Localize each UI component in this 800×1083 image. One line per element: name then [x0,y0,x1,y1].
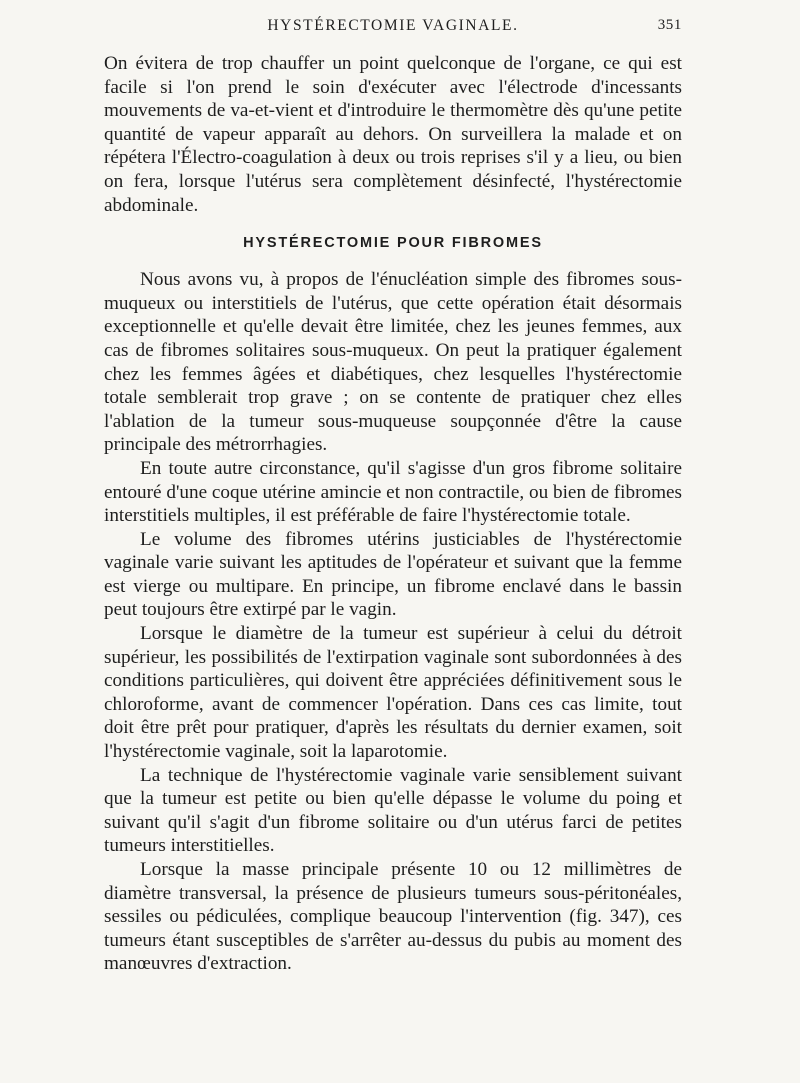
paragraph-6: Lorsque la masse principale présente 10 ou 12 millimètres de diamètre transversal, la présence de plusieurs tumeurs sous-péritonéales, sessiles ou pédiculées, complique beaucoup l'intervention (fig. 347), ces tumeurs étant susceptibles de s'arrêter au-dessus du pubis au moment des manœuvres d'extraction. [104,859,682,975]
paragraph-4: Lorsque le diamètre de la tumeur est supérieur à celui du détroit supérieur, les possibilités de l'extirpation vaginale sont subordonnées à des conditions particulières, qui doivent être appréciées définitivement sous le chloroforme, avant de commencer l'opération. Dans ces cas limite, tout doit être prêt pour pratiquer, d'après les résultats du dernier examen, soit l'hystérectomie vaginale, soit la laparotomie. [104,623,682,763]
page-content [104,52,682,976]
paragraph-1: Nous avons vu, à propos de l'énucléation simple des fibromes sous-muqueux ou interstitiels de l'utérus, que cette opération était désormais exceptionnelle et qu'elle devait être limitée, chez les jeunes femmes, aux cas de fibromes solitaires sous-muqueux. On peut la pratiquer également chez les femmes âgées et diabétiques, chez lesquelles l'hystérectomie totale semblerait trop grave ; on se contente de pratiquer chez elles l'ablation de la tumeur sous-muqueuse soupçonnée d'être la cause principale des métrorrhagies. [104,269,682,456]
section-title: HYSTÉRECTOMIE POUR FIBROMES [243,235,543,252]
page-number: 351 [657,17,682,33]
paragraph-2: En toute autre circonstance, qu'il s'agisse d'un gros fibrome solitaire entouré d'une coque utérine amincie et non contractile, ou bien de fibromes interstitiels multiples, il est préférable de faire l'hystérectomie totale. [104,457,682,527]
intro-paragraph: On évitera de trop chauffer un point quelconque de l'organe, ce qui est facile si l'on prend le soin d'exécuter avec l'électrode d'incessants mouvements de va-et-vient et d'introduire le thermomètre dès qu'une petite quantité de vapeur apparaît au dehors. On surveillera la malade et on répétera l'Électro-coagulation à deux ou trois reprises s'il y a lieu, ou bien on fera, lorsque l'utérus sera complètement désinfecté, l'hystérectomie abdominale. [104,53,682,216]
paragraph-5: La technique de l'hystérectomie vaginale varie sensiblement suivant que la tumeur est petite ou bien qu'elle dépasse le volume du poing et suivant qu'il s'agit d'un fibrome solitaire ou d'un utérus farci de petites tumeurs interstitielles. [104,764,682,857]
paragraph-3: Le volume des fibromes utérins justiciables de l'hystérectomie vaginale varie suivant les aptitudes de l'opérateur et suivant que la femme est vierge ou multipare. En principe, un fibrome enclavé dans le bassin peut toujours être extirpé par le vagin. [104,528,682,621]
running-title: HYSTÉRECTOMIE VAGINALE. [267,17,519,34]
running-head [104,17,682,39]
